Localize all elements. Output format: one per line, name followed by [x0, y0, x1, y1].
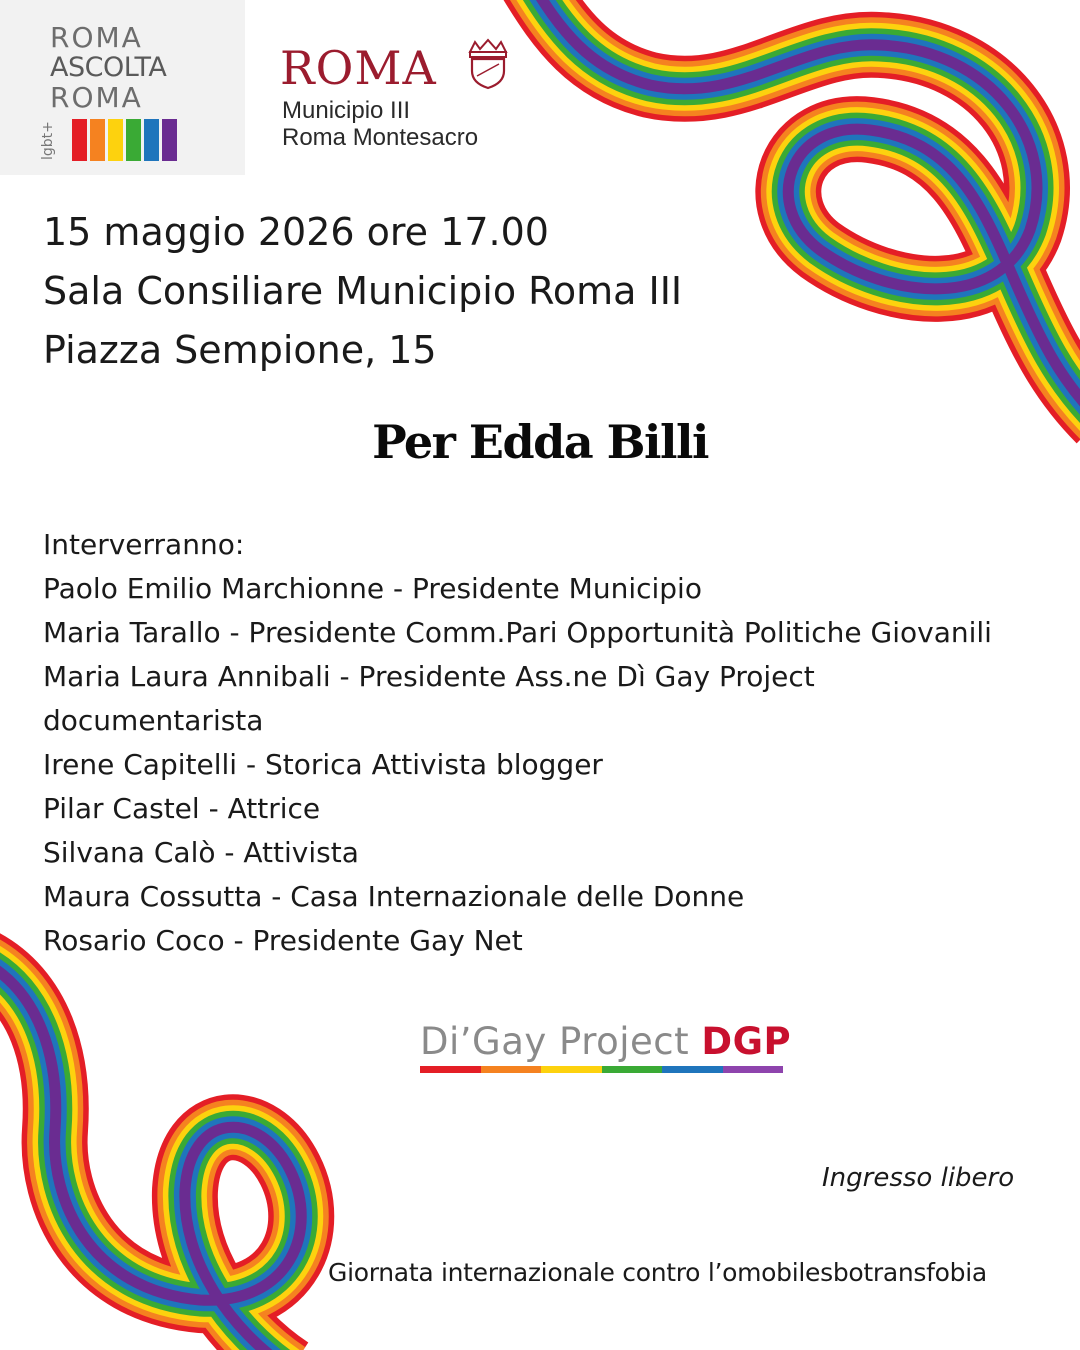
logo-text-ascolta: ASCOLTA — [50, 52, 167, 83]
footer-text: Giornata internazionale contro l’omobilesbotransfobia — [328, 1258, 987, 1287]
digay-project-logo — [420, 1020, 792, 1073]
digay-bar-segment — [602, 1066, 663, 1073]
ribbon-stripe — [0, 960, 301, 1350]
speakers-list — [43, 523, 992, 963]
logo-text-roma-1: ROMA — [50, 21, 143, 54]
event-info — [43, 203, 682, 380]
event-address: Piazza Sempione, 15 — [43, 328, 437, 372]
digay-bar-segment — [662, 1066, 723, 1073]
speaker-line: documentarista — [43, 704, 264, 737]
entry-note: Ingresso libero — [822, 1163, 1015, 1193]
speaker-line: Silvana Calò - Attivista — [43, 836, 359, 869]
logo-rainbow-bar — [126, 119, 141, 161]
digay-bar-segment — [541, 1066, 602, 1073]
ribbon-stripe — [0, 960, 301, 1350]
digay-logo-abbr: DGP — [701, 1020, 792, 1063]
ribbon-stripe — [0, 960, 301, 1350]
ribbon-stripe — [0, 960, 301, 1350]
digay-bar-segment — [420, 1066, 481, 1073]
logo-rainbow-bar — [108, 119, 123, 161]
speaker-line: Pilar Castel - Attrice — [43, 792, 321, 825]
logo-rainbow-bar — [72, 119, 87, 161]
event-title: Per Edda Billi — [372, 415, 708, 469]
speaker-line: Maria Laura Annibali - Presidente Ass.ne Dì Gay Project — [43, 660, 815, 693]
logo-rainbow-bar — [162, 119, 177, 161]
digay-rainbow-bar — [420, 1066, 783, 1073]
logo-rainbow-bar — [90, 119, 105, 161]
speaker-line: Maura Cossutta - Casa Internazionale delle Donne — [43, 880, 745, 913]
speakers-heading: Interverranno: — [43, 528, 245, 561]
digay-bar-segment — [481, 1066, 542, 1073]
digay-logo-text — [420, 1020, 792, 1064]
event-date: 15 maggio 2026 ore 17.00 — [43, 210, 549, 254]
ribbon-stripe — [0, 960, 301, 1350]
logo-rainbow-bars — [72, 119, 177, 161]
speaker-line: Rosario Coco - Presidente Gay Net — [43, 924, 523, 957]
speaker-line: Maria Tarallo - Presidente Comm.Pari Opportunità Politiche Giovanili — [43, 616, 992, 649]
speaker-line: Irene Capitelli - Storica Attivista blogger — [43, 748, 603, 781]
event-venue: Sala Consiliare Municipio Roma III — [43, 269, 683, 313]
roma-wordmark: ROMA — [280, 41, 437, 95]
roma-crest-icon — [467, 38, 509, 90]
logo-text-roma-2: ROMA — [50, 81, 143, 114]
logo-text-lgbt: lgbt+ — [40, 121, 56, 160]
rainbow-ribbon-bottom — [0, 960, 301, 1350]
municipio-label: Municipio III — [282, 97, 411, 124]
logo-rainbow-bar — [144, 119, 159, 161]
speaker-line: Paolo Emilio Marchionne - Presidente Municipio — [43, 572, 702, 605]
digay-bar-segment — [723, 1066, 784, 1073]
montesacro-label: Roma Montesacro — [282, 124, 479, 151]
digay-logo-name: Di’Gay Project — [420, 1020, 690, 1063]
roma-ascolta-roma-logo — [0, 0, 245, 175]
ribbon-stripe — [0, 960, 301, 1350]
